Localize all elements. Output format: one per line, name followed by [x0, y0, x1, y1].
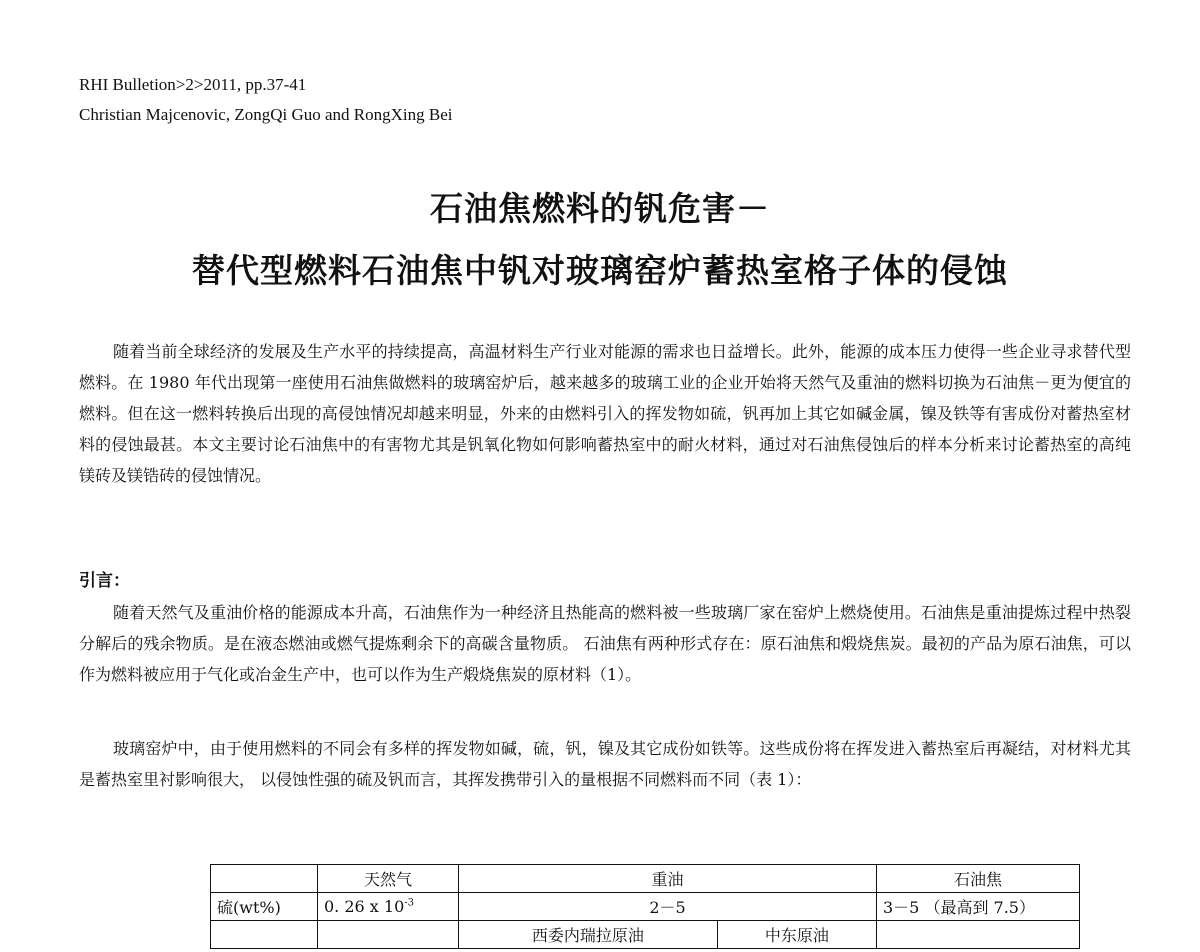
header-heavy-oil: 重油: [459, 865, 877, 893]
empty-cell: [211, 921, 318, 949]
title-line-2: 替代型燃料石油焦中钒对玻璃窑炉蓄热室格子体的侵蚀: [192, 251, 1008, 290]
sub-middle-east-crude: 中东原油: [717, 921, 876, 949]
natural-gas-sulfur: 0. 26 x $10^{-3}$: [318, 893, 459, 921]
citation: RHI Bulletion>2>2011, pp.37-41: [79, 75, 307, 94]
header-natural-gas: 天然气: [318, 865, 459, 893]
sulfur-label: 硫(wt%): [211, 893, 318, 921]
citation-block: [79, 70, 452, 130]
header-petcoke: 石油焦: [877, 865, 1080, 893]
authors: Christian Majcenovic, ZongQi Guo and RongXing Bei: [79, 105, 453, 124]
table-row-sulfur: [211, 893, 1080, 921]
title-line-1: 石油焦燃料的钒危害－: [430, 189, 770, 228]
sub-venezuela-crude: 西委内瑞拉原油: [459, 921, 718, 949]
empty-cell: [318, 921, 459, 949]
intro-paragraph-2: 玻璃窑炉中，由于使用燃料的不同会有多样的挥发物如碱，硫，钒，镍及其它成份如铁等。这些成份将在挥发进入蓄热室后再凝结，对材料尤其是蓄热室里衬影响很大， 以侵蚀性强的硫及钒而言，其挥发携带引入的量根据不同燃料而不同（表 1）：: [79, 739, 1131, 789]
empty-cell: [877, 921, 1080, 949]
abstract-paragraph: 随着当前全球经济的发展及生产水平的持续提高，高温材料生产行业对能源的需求也日益增长。此外，能源的成本压力使得一些企业寻求替代型燃料。在 1980 年代出现第一座使用石油焦做燃料的玻璃窑炉后，越来越多的玻璃工业的企业开始将天然气及重油的燃料切换为石油焦－更为便宜的燃料。但在这一燃料转换后出现的高侵蚀情况却越来明显，外来的由燃料引入的挥发物如硫，钒再加上其它如碱金属，镍及铁等有害成份对蓄热室材料的侵蚀最甚。本文主要讨论石油焦中的有害物尤其是钒氧化物如何影响蓄热室中的耐火材料，通过对石油焦侵蚀后的样本分析来讨论蓄热室的高纯镁砖及镁锆砖的侵蚀情况。: [79, 342, 1131, 485]
heavy-oil-sulfur: 2－5: [459, 893, 877, 921]
table-1: [210, 864, 1080, 949]
table-row-subheaders: [211, 921, 1080, 949]
petcoke-sulfur: 3－5 （最高到 7.5）: [877, 893, 1080, 921]
intro-heading: 引言：: [79, 571, 130, 591]
table-corner-cell: [211, 865, 318, 893]
table-header-row: [211, 865, 1080, 893]
intro-paragraph-1: 随着天然气及重油价格的能源成本升高，石油焦作为一种经济且热能高的燃料被一些玻璃厂家在窑炉上燃烧使用。石油焦是重油提炼过程中热裂分解后的残余物质。是在液态燃油或燃气提炼剩余下的高碳含量物质。 石油焦有两种形式存在：原石油焦和煅烧焦炭。最初的产品为原石油焦，可以作为燃料被应用于气化或冶金生产中，也可以作为生产煅烧焦炭的原材料（1）。: [79, 603, 1131, 684]
